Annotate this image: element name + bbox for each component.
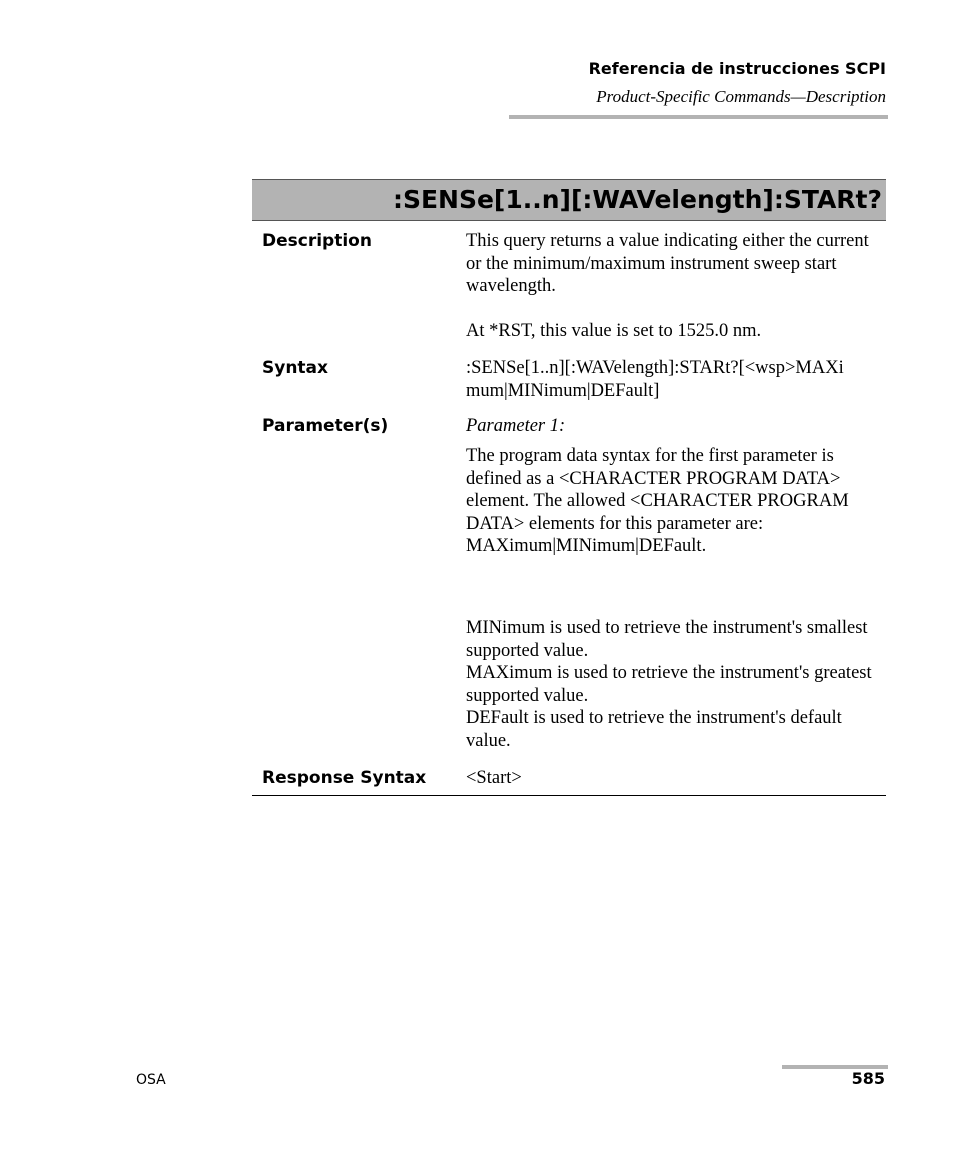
response-syntax-text bbox=[466, 767, 884, 790]
page-number: 585 bbox=[851, 1069, 885, 1088]
syntax-text bbox=[466, 357, 884, 402]
command-title: :SENSe[1..n][:WAVelength]:STARt? bbox=[392, 185, 882, 214]
parameter-heading bbox=[466, 415, 884, 438]
header-rule bbox=[509, 115, 888, 119]
parameter-default: DEFault is used to retrieve the instrument's default value. bbox=[466, 708, 842, 751]
syntax-line-1: :SENSe[1..n][:WAVelength]:STARt?[<wsp>MAXi bbox=[466, 358, 844, 378]
table-bottom-rule bbox=[252, 795, 886, 796]
description-rst bbox=[466, 320, 884, 343]
response-syntax-value: <Start> bbox=[466, 768, 522, 788]
footer-product: OSA bbox=[136, 1072, 166, 1088]
description-paragraph: This query returns a value indicating either the current or the minimum/maximum instrument sweep start wavelength. bbox=[466, 231, 869, 297]
syntax-label: Syntax bbox=[262, 358, 328, 378]
parameters-label: Parameter(s) bbox=[262, 416, 389, 436]
parameter-maximum: MAXimum is used to retrieve the instrument's greatest supported value. bbox=[466, 663, 872, 706]
response-syntax-label: Response Syntax bbox=[262, 768, 427, 788]
description-text bbox=[466, 230, 884, 298]
syntax-line-2: mum|MINimum|DEFault] bbox=[466, 380, 660, 401]
header-subtitle: Product-Specific Commands—Description bbox=[596, 87, 886, 106]
description-rst-paragraph: At *RST, this value is set to 1525.0 nm. bbox=[466, 321, 762, 341]
running-header bbox=[589, 58, 886, 108]
command-banner bbox=[252, 179, 886, 221]
parameter-1-heading: Parameter 1: bbox=[466, 416, 566, 436]
parameter-minimum: MINimum is used to retrieve the instrument's smallest supported value. bbox=[466, 618, 868, 661]
description-label: Description bbox=[262, 231, 372, 251]
parameter-values bbox=[466, 617, 884, 753]
header-title: Referencia de instrucciones SCPI bbox=[588, 59, 886, 78]
parameter-description bbox=[466, 445, 884, 558]
parameter-description-text: The program data syntax for the first parameter is defined as a <CHARACTER PROGRAM DATA> element. The allowed <CHARACTER PROGRAM DATA> elements for this parameter are: MAXimum|MINimum|DEFault. bbox=[466, 446, 849, 557]
